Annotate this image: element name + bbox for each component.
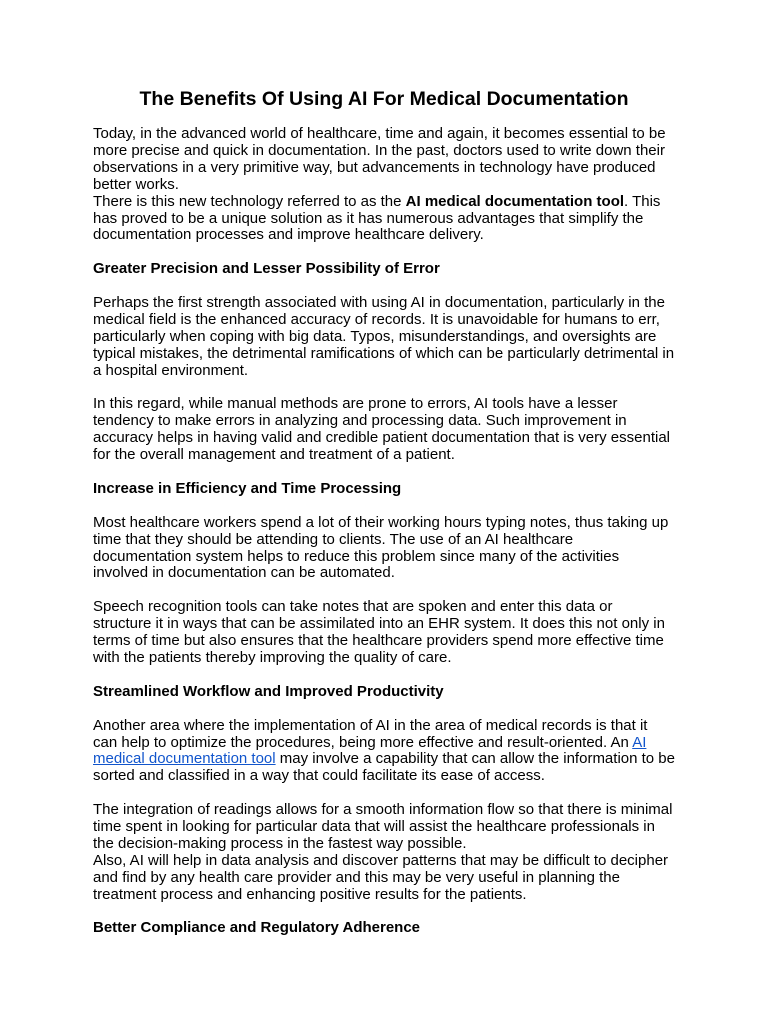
section-heading-precision: Greater Precision and Lesser Possibility of Error	[93, 260, 440, 278]
workflow-paragraph-1-text-start: Another area where the implementation of AI in the area of medical records is that it can help to optimize the procedures, being more effective and result-oriented. An	[93, 716, 648, 751]
workflow-paragraph-1	[93, 718, 675, 786]
intro-paragraph-2-bold: AI medical documentation tool	[405, 192, 625, 210]
section-heading-workflow: Streamlined Workflow and Improved Productivity	[93, 682, 444, 700]
intro-paragraph-2-text-start: There is this new technology referred to as the	[93, 192, 406, 210]
page-title: The Benefits Of Using AI For Medical Documentation	[139, 88, 629, 110]
section-heading-compliance: Better Compliance and Regulatory Adherence	[93, 919, 421, 937]
workflow-paragraph-1-text-end: may involve a capability that can allow the information to be sorted and classified in a way that could facilitate its ease of access.	[93, 750, 675, 785]
ai-documentation-tool-link[interactable]: AI medical documentation tool	[93, 733, 647, 768]
precision-paragraph-2: In this regard, while manual methods are prone to errors, AI tools have a lesser tendency to make errors in analyzing and processing data. Such improvement in accuracy helps in having valid and credible patient documentation that is very essential for the overall management and treatment of a patient.	[93, 395, 671, 464]
efficiency-paragraph-2: Speech recognition tools can take notes that are spoken and enter this data or structure it in ways that can be assimilated into an EHR system. It does this not only in terms of time but also ensures that the healthcare providers spend more effective time with the patients thereby improving the quality of care.	[93, 598, 665, 666]
precision-paragraph-1: Perhaps the first strength associated with using AI in documentation, particularly in the medical field is the enhanced accuracy of records. It is unavoidable for humans to err, particularly when coping with big data. Typos, misunderstandings, and oversights are typical mistakes, the detrimental ramifications of which can be particularly detrimental in a hospital environment.	[93, 294, 675, 379]
workflow-paragraph-3: Also, AI will help in data analysis and discover patterns that may be difficult to decipher and find by any health care provider and this may be very useful in planning the treatment process and enhancing positive results for the patients.	[93, 851, 669, 903]
intro-paragraph-1: Today, in the advanced world of healthcare, time and again, it becomes essential to be more precise and quick in documentation. In the past, doctors used to write down their observations in a very primitive way, but advancements in technology have produced better works.	[93, 125, 666, 193]
section-heading-efficiency: Increase in Efficiency and Time Processing	[93, 479, 402, 497]
intro-paragraph-2	[93, 194, 675, 245]
efficiency-paragraph-1: Most healthcare workers spend a lot of their working hours typing notes, thus taking up time that they should be attending to clients. The use of an AI healthcare documentation system helps to reduce this problem since many of the activities involved in documentation can be automated.	[93, 513, 669, 582]
intro-paragraph-2-text-end: . This has proved to be a unique solution as it has numerous advantages that simplify the documentation processes and improve healthcare delivery.	[93, 192, 661, 244]
workflow-paragraph-2: The integration of readings allows for a smooth information flow so that there is minimal time spent in looking for particular data that will assist the healthcare professionals in the decision-making process in the fastest way possible.	[93, 801, 673, 852]
